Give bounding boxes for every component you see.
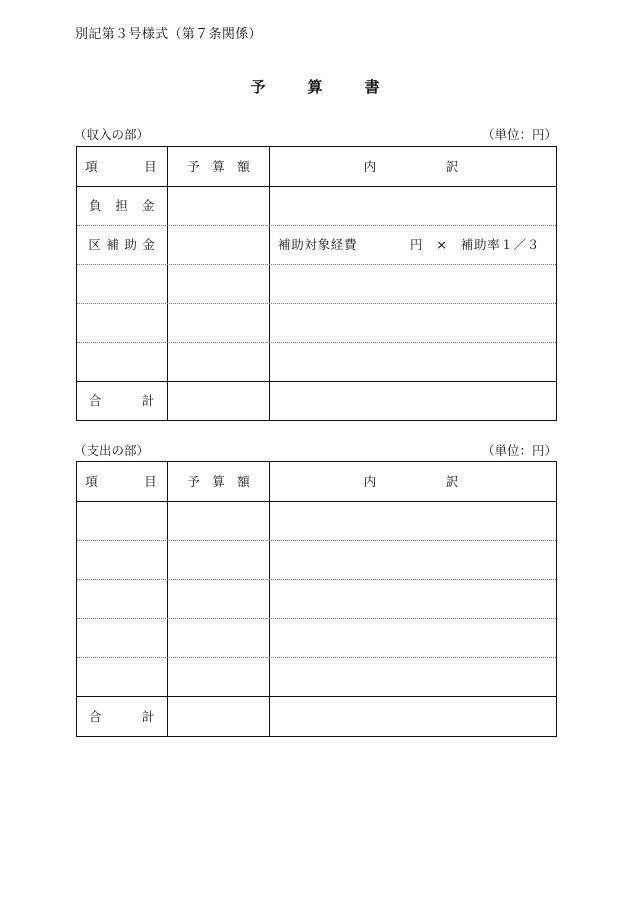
column-header-amount [168, 147, 270, 186]
detail-cell [270, 658, 556, 696]
item-cell [77, 658, 168, 696]
expense-table-row [77, 658, 556, 697]
amount-cell [168, 619, 270, 657]
column-header-item [77, 147, 168, 186]
amount-cell [168, 541, 270, 579]
column-header-detail [270, 147, 556, 186]
total-label: 合 計 [88, 393, 156, 408]
total-amount-cell [168, 697, 270, 736]
income-total-row [77, 382, 556, 420]
column-header-amount [168, 462, 270, 501]
amount-cell [168, 187, 270, 225]
expense-table-row [77, 541, 556, 580]
item-cell [77, 226, 168, 264]
column-header-amount-label: 予 算 額 [187, 158, 250, 174]
column-header-item-label: 項 目 [85, 473, 159, 489]
total-amount-cell [168, 382, 270, 420]
total-item-cell [77, 382, 168, 420]
column-header-item-label: 項 目 [85, 158, 159, 174]
item-cell [77, 187, 168, 225]
detail-cell [270, 619, 556, 657]
income-unit-label: （単位：円） [481, 127, 557, 142]
expense-table-row [77, 580, 556, 619]
detail-cell [270, 580, 556, 618]
detail-cell [270, 541, 556, 579]
item-cell [77, 343, 168, 381]
document-title: 予 算 書 [250, 78, 384, 96]
item-cell [77, 304, 168, 342]
item-cell [77, 265, 168, 303]
detail-text: 補助対象経費 円 × 補助率１／３ [278, 237, 540, 252]
income-table-row [77, 265, 556, 304]
expense-table-header [77, 462, 556, 502]
detail-cell [270, 187, 556, 225]
detail-cell [270, 226, 556, 264]
total-label: 合 計 [88, 708, 156, 724]
amount-cell [168, 502, 270, 540]
amount-cell [168, 580, 270, 618]
amount-cell [168, 658, 270, 696]
amount-cell [168, 226, 270, 264]
item-text: 負 担 金 [88, 198, 156, 213]
expense-table-row [77, 619, 556, 658]
income-table [76, 146, 557, 421]
expense-table-row [77, 502, 556, 541]
item-cell [77, 580, 168, 618]
form-number-label: 別記第３号様式（第７条関係） [75, 27, 262, 42]
total-detail-cell [270, 697, 556, 736]
item-cell [77, 541, 168, 579]
item-text: 区 補 助 金 [88, 237, 156, 252]
income-table-row [77, 226, 556, 265]
detail-cell [270, 502, 556, 540]
expense-section-label: （支出の部） [74, 443, 150, 458]
detail-cell [270, 304, 556, 342]
amount-cell [168, 265, 270, 303]
item-cell [77, 619, 168, 657]
amount-cell [168, 343, 270, 381]
column-header-detail-label: 内 訳 [363, 473, 463, 489]
income-table-row [77, 304, 556, 343]
expense-table [76, 461, 557, 737]
column-header-detail [270, 462, 556, 501]
column-header-detail-label: 内 訳 [363, 158, 463, 174]
income-table-row [77, 187, 556, 226]
detail-cell [270, 265, 556, 303]
expense-unit-label: （単位：円） [481, 443, 557, 458]
item-cell [77, 502, 168, 540]
total-item-cell [77, 697, 168, 736]
amount-cell [168, 304, 270, 342]
expense-total-row [77, 697, 556, 736]
detail-cell [270, 343, 556, 381]
column-header-amount-label: 予 算 額 [187, 473, 250, 489]
income-section-label: （収入の部） [74, 127, 150, 142]
income-table-header [77, 147, 556, 187]
column-header-item [77, 462, 168, 501]
total-detail-cell [270, 382, 556, 420]
income-table-row [77, 343, 556, 382]
